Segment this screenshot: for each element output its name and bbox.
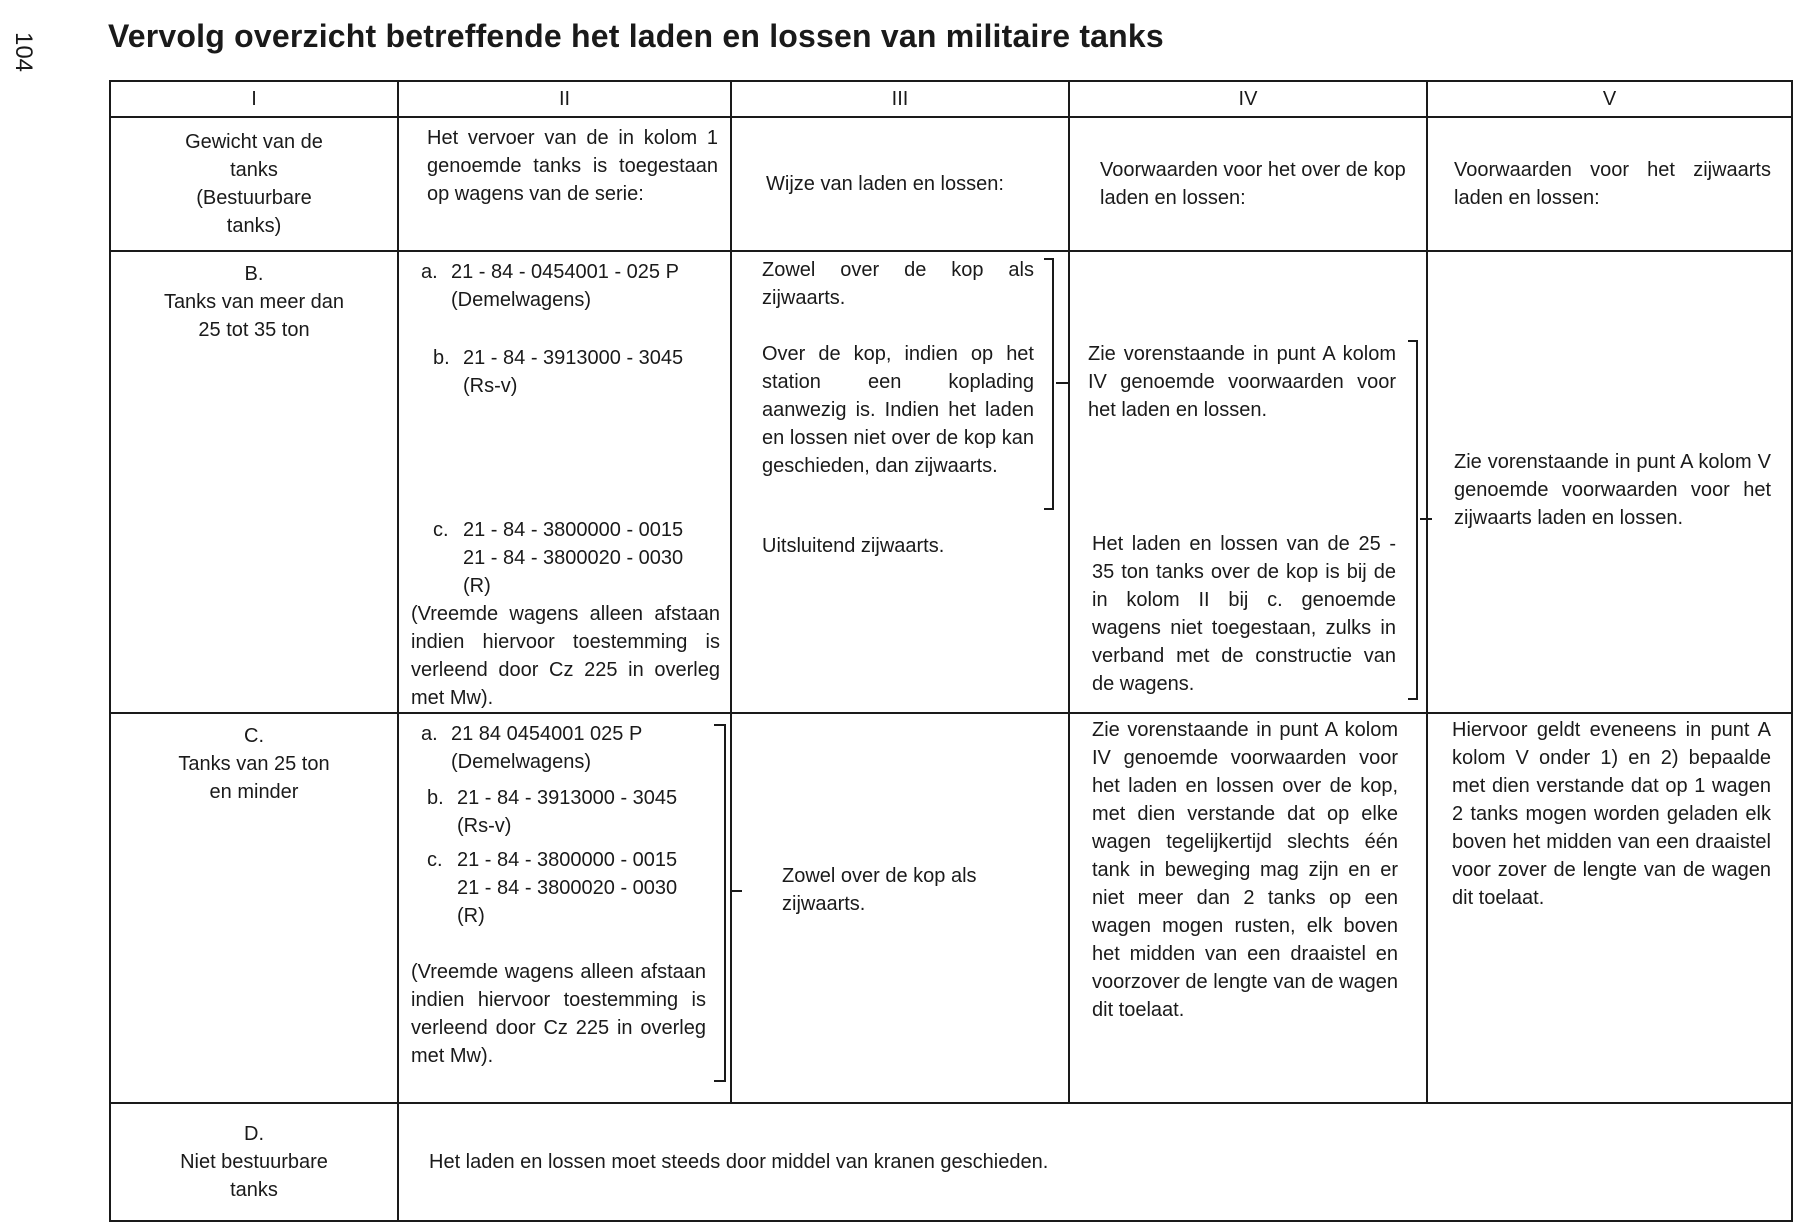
row-b-weight-line1: Tanks van meer dan: [163, 291, 345, 313]
row-b-sideways-text: Zie vorenstaande in punt A kolom V genoemde voorwaarden voor het zijwaarts laden en lossen.: [1454, 451, 1771, 529]
row-b-item-a: [421, 258, 722, 314]
row-c-item-a: [421, 720, 706, 776]
row-c: [110, 713, 1792, 1103]
page-number: 104: [10, 31, 37, 73]
row-c-remark: (Vreemde wagens alleen afstaan indien hiervoor toestemming is verleend door Cz 225 in overleg met Mw).: [411, 961, 706, 1067]
header-series: [398, 117, 731, 251]
row-c-sideways: [1427, 713, 1792, 1103]
row-d-weight-line2: tanks: [230, 1179, 278, 1201]
row-b: [110, 251, 1792, 713]
roman-header-5: V: [1427, 81, 1792, 117]
row-b-method-bracket: [1044, 258, 1054, 510]
roman-header-4: IV: [1069, 81, 1427, 117]
row-b-item-b-letter: b.: [433, 347, 450, 369]
row-b-item-a-letter: a.: [421, 261, 438, 283]
header-weight-line3: (Bestuurbare: [196, 187, 312, 209]
row-c-item-a-note: (Demelwagens): [451, 751, 592, 773]
row-b-series: [398, 251, 731, 713]
header-over-head-text: Voorwaarden voor het over de kop laden en lossen:: [1100, 159, 1406, 209]
row-c-item-c-series-1: 21 - 84 - 3800000 - 0015: [457, 849, 678, 871]
row-b-item-c-letter: c.: [433, 519, 449, 541]
row-c-series: [398, 713, 731, 1103]
row-d-weight-line1: Niet bestuurbare: [180, 1151, 328, 1173]
row-b-over-head: [1069, 251, 1427, 713]
roman-header-3: III: [731, 81, 1069, 117]
row-c-series-bracket: [714, 724, 726, 1082]
header-weight: [110, 117, 398, 251]
row-b-item-c-note: (R): [463, 575, 491, 597]
row-c-method-bracket-tick: [732, 890, 742, 892]
row-b-over-head-ab: Zie vorenstaande in punt A kolom IV genoemde voorwaarden voor het laden en lossen.: [1088, 343, 1396, 421]
row-c-item-a-series: 21 84 0454001 025 P: [451, 723, 643, 745]
row-b-weight: [110, 251, 398, 713]
row-c-item-c-series-2: 21 - 84 - 3800020 - 0030: [457, 877, 678, 899]
header-weight-line1: Gewicht van de: [185, 131, 323, 153]
row-c-weight-line1: Tanks van 25 ton: [178, 753, 330, 775]
row-b-item-a-series: 21 - 84 - 0454001 - 025 P: [451, 261, 679, 283]
column-header-row: [110, 117, 1792, 251]
roman-header-row: [110, 81, 1792, 117]
row-d: [110, 1103, 1792, 1221]
row-d-letter: D.: [244, 1123, 264, 1145]
row-b-item-a-note: (Demelwagens): [451, 289, 592, 311]
row-d-weight: [110, 1103, 398, 1221]
row-c-item-b-letter: b.: [427, 787, 444, 809]
row-c-item-c-note: (R): [457, 905, 485, 927]
row-b-remark: (Vreemde wagens alleen afstaan indien hiervoor toestemming is verleend door Cz 225 in overleg met Mw).: [411, 603, 720, 709]
row-b-over-head-bracket: [1408, 340, 1418, 700]
row-b-item-b-note: (Rs-v): [463, 375, 518, 397]
row-b-item-c: [433, 516, 722, 600]
header-sideways: [1427, 117, 1792, 251]
row-b-item-b: [433, 344, 722, 400]
row-c-letter: C.: [244, 725, 264, 747]
roman-header-1: I: [110, 81, 398, 117]
row-c-item-c-letter: c.: [427, 849, 443, 871]
row-c-weight-line2: en minder: [209, 781, 299, 803]
header-sideways-text: Voorwaarden voor het zijwaarts laden en lossen:: [1454, 159, 1771, 209]
row-b-item-c-series-1: 21 - 84 - 3800000 - 0015: [463, 519, 684, 541]
row-b-method-a: Zowel over de kop als zijwaarts.: [762, 259, 1034, 309]
row-c-item-b-series: 21 - 84 - 3913000 - 3045: [457, 787, 678, 809]
row-c-item-c: [427, 846, 706, 930]
row-c-item-b-note: (Rs-v): [457, 815, 512, 837]
row-c-over-head-text: Zie vorenstaande in punt A kolom IV genoemde voorwaarden voor het laden en lossen over de kop, met dien verstande dat op elke wagen tegelijkertijd slechts één tank in beweging mag zijn en er niet meer dan 2 tanks op een wagen mogen rusten, elk boven het midden van een draaistel en voorzover de lengte van de wagen dit toelaat.: [1092, 719, 1398, 1021]
row-d-text: Het laden en lossen moet steeds door middel van kranen geschieden.: [429, 1151, 1049, 1173]
header-series-text: Het vervoer van de in kolom 1 genoemde tanks is toegestaan op wagens van de serie:: [427, 127, 718, 205]
row-c-weight: [110, 713, 398, 1103]
roman-header-2: II: [398, 81, 731, 117]
row-b-letter: B.: [244, 263, 264, 285]
page-title: Vervolg overzicht betreffende het laden en lossen van militaire tanks: [108, 18, 1164, 54]
row-b-sideways: [1427, 251, 1792, 713]
row-b-method: [731, 251, 1069, 713]
row-c-item-b: [427, 784, 706, 840]
row-b-weight-line2: 25 tot 35 ton: [198, 319, 310, 341]
loading-table: [109, 80, 1793, 1222]
row-c-method: [731, 713, 1069, 1103]
header-method: [731, 117, 1069, 251]
row-c-sideways-text: Hiervoor geldt eveneens in punt A kolom V onder 1) en 2) bepaalde met dien verstande dat op 1 wagen 2 tanks mogen worden geladen elk boven het midden van een draaistel voor zover de lengte van de wagen dit toelaat.: [1452, 719, 1771, 909]
header-method-text: Wijze van laden en lossen:: [766, 173, 1004, 195]
header-weight-line2: tanks: [230, 159, 278, 181]
row-b-item-c-series-2: 21 - 84 - 3800020 - 0030: [463, 547, 684, 569]
row-d-text-cell: [398, 1103, 1792, 1221]
header-weight-line4: tanks): [226, 215, 282, 237]
row-b-method-bracket-tick: [1056, 382, 1068, 384]
row-c-over-head: [1069, 713, 1427, 1103]
row-b-method-c: Uitsluitend zijwaarts.: [762, 535, 945, 557]
row-b-item-b-series: 21 - 84 - 3913000 - 3045: [463, 347, 684, 369]
row-c-method-text: Zowel over de kop als zijwaarts.: [782, 865, 977, 915]
row-b-method-b: Over de kop, indien op het station een koplading aanwezig is. Indien het laden en lossen niet over de kop kan geschieden, dan zijwaarts.: [762, 343, 1034, 477]
row-c-item-a-letter: a.: [421, 723, 438, 745]
row-b-over-head-c: Het laden en lossen van de 25 - 35 ton tanks over de kop is bij de in kolom II bij c. genoemde wagens niet toegestaan, zulks in verband met de constructie van de wagens.: [1092, 533, 1396, 695]
header-over-head: [1069, 117, 1427, 251]
